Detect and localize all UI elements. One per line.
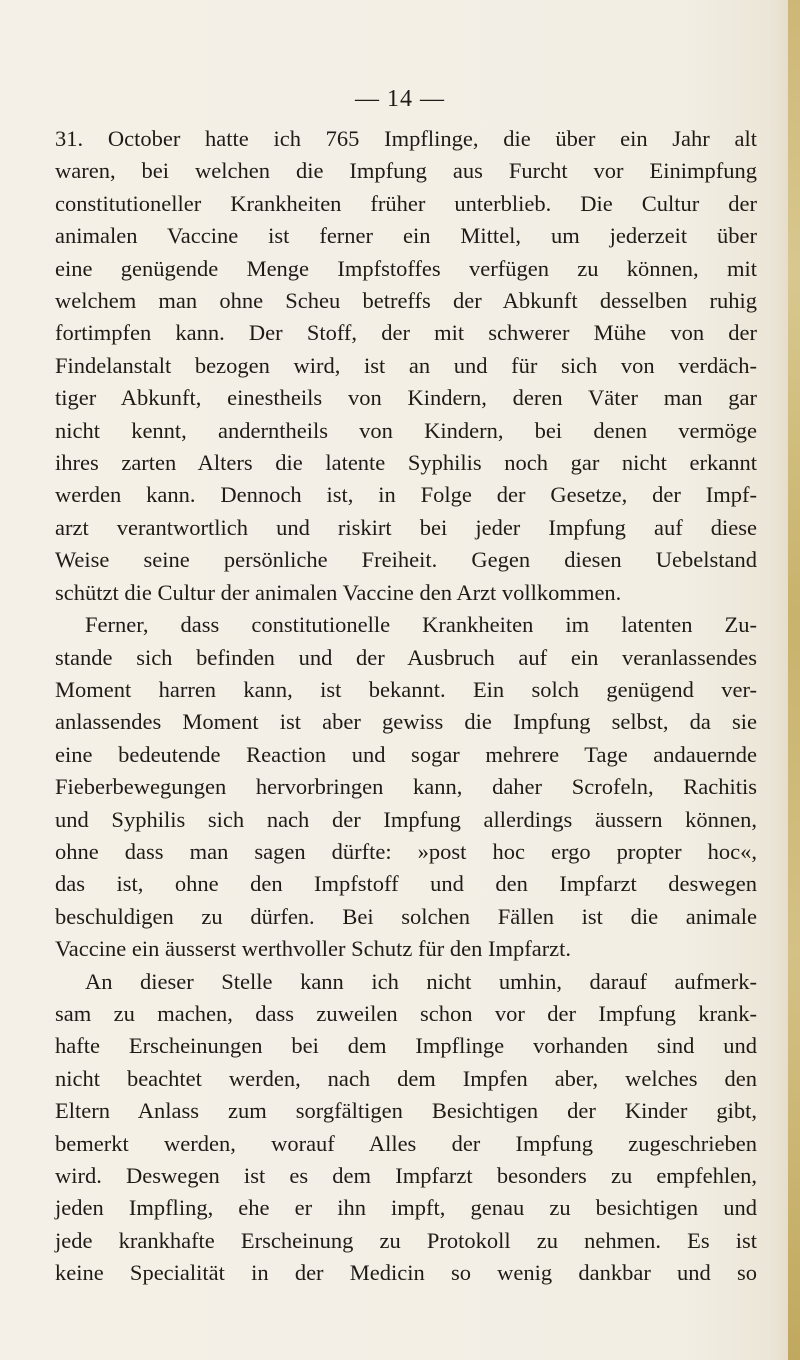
text-line: ihres zarten Alters die latente Syphilis noch gar nicht erkannt bbox=[55, 450, 757, 476]
text-line: ohne dass man sagen dürfte: »post hoc ergo propter hoc«, bbox=[55, 838, 757, 864]
text-line: 31. October hatte ich 765 Impflinge, die über ein Jahr alt bbox=[55, 126, 757, 151]
text-line: Vaccine ein äusserst werthvoller Schutz für den Impfarzt. bbox=[55, 936, 572, 962]
text-line: das ist, ohne den Impfstoff und den Impfarzt deswegen bbox=[55, 871, 757, 897]
text-line: jeden Impfling, ehe er ihn impft, genau zu besichtigen und bbox=[55, 1195, 757, 1221]
text-line: arzt verantwortlich und riskirt bei jeder Impfung auf diese bbox=[55, 514, 757, 540]
text-line: jede krankhafte Erscheinung zu Protokoll zu nehmen. Es ist bbox=[55, 1227, 757, 1253]
text-line: schützt die Cultur der animalen Vaccine den Arzt vollkommen. bbox=[55, 579, 622, 605]
text-line: tiger Abkunft, einestheils von Kindern, deren Väter man gar bbox=[55, 385, 757, 411]
text-line: fortimpfen kann. Der Stoff, der mit schwerer Mühe von der bbox=[55, 320, 757, 346]
text-line: nicht beachtet werden, nach dem Impfen aber, welches den bbox=[55, 1065, 757, 1091]
text-line: hafte Erscheinungen bei dem Impflinge vorhanden sind und bbox=[55, 1033, 757, 1059]
text-line: anlassendes Moment ist aber gewiss die Impfung selbst, da sie bbox=[55, 709, 757, 735]
text-line: und Syphilis sich nach der Impfung allerdings äussern können, bbox=[55, 806, 757, 832]
text-line: nicht kennt, anderntheils von Kindern, bei denen vermöge bbox=[55, 417, 757, 443]
body-text bbox=[55, 123, 757, 1290]
text-line: wird. Deswegen ist es dem Impfarzt besonders zu empfehlen, bbox=[55, 1163, 757, 1188]
text-line: welchem man ohne Scheu betreffs der Abkunft desselben ruhig bbox=[55, 288, 757, 314]
text-line: Ferner, dass constitutionelle Krankheiten im latenten Zu- bbox=[85, 612, 757, 638]
text-line: Weise seine persönliche Freiheit. Gegen diesen Uebelstand bbox=[55, 547, 757, 573]
text-line: constitutioneller Krankheiten früher unterblieb. Die Cultur der bbox=[55, 190, 757, 216]
text-line: bemerkt werden, worauf Alles der Impfung zugeschrieben bbox=[55, 1130, 757, 1156]
text-line: eine genügende Menge Impfstoffes verfügen zu können, mit bbox=[55, 255, 757, 281]
text-line: werden kann. Dennoch ist, in Folge der Gesetze, der Impf- bbox=[55, 482, 757, 508]
text-line: eine bedeutende Reaction und sogar mehrere Tage andauernde bbox=[55, 741, 757, 767]
page-edge bbox=[788, 0, 800, 1360]
text-line: Eltern Anlass zum sorgfältigen Besichtigen der Kinder gibt, bbox=[55, 1098, 757, 1124]
text-line: animalen Vaccine ist ferner ein Mittel, um jederzeit über bbox=[55, 223, 757, 249]
text-line: keine Specialität in der Medicin so wenig dankbar und so bbox=[55, 1260, 757, 1286]
text-line: waren, bei welchen die Impfung aus Furcht vor Einimpfung bbox=[55, 158, 757, 184]
text-line: stande sich befinden und der Ausbruch auf ein veranlassendes bbox=[55, 644, 757, 670]
text-line: Findelanstalt bezogen wird, ist an und für sich von verdäch- bbox=[55, 352, 757, 378]
text-line: Moment harren kann, ist bekannt. Ein solch genügend ver- bbox=[55, 676, 757, 702]
text-line: Fieberbewegungen hervorbringen kann, daher Scrofeln, Rachitis bbox=[55, 774, 757, 800]
text-line: An dieser Stelle kann ich nicht umhin, darauf aufmerk- bbox=[85, 968, 757, 994]
page-number: — 14 — bbox=[355, 86, 445, 112]
text-line: beschuldigen zu dürfen. Bei solchen Fällen ist die animale bbox=[55, 903, 757, 929]
text-line: sam zu machen, dass zuweilen schon vor der Impfung krank- bbox=[55, 1000, 757, 1026]
